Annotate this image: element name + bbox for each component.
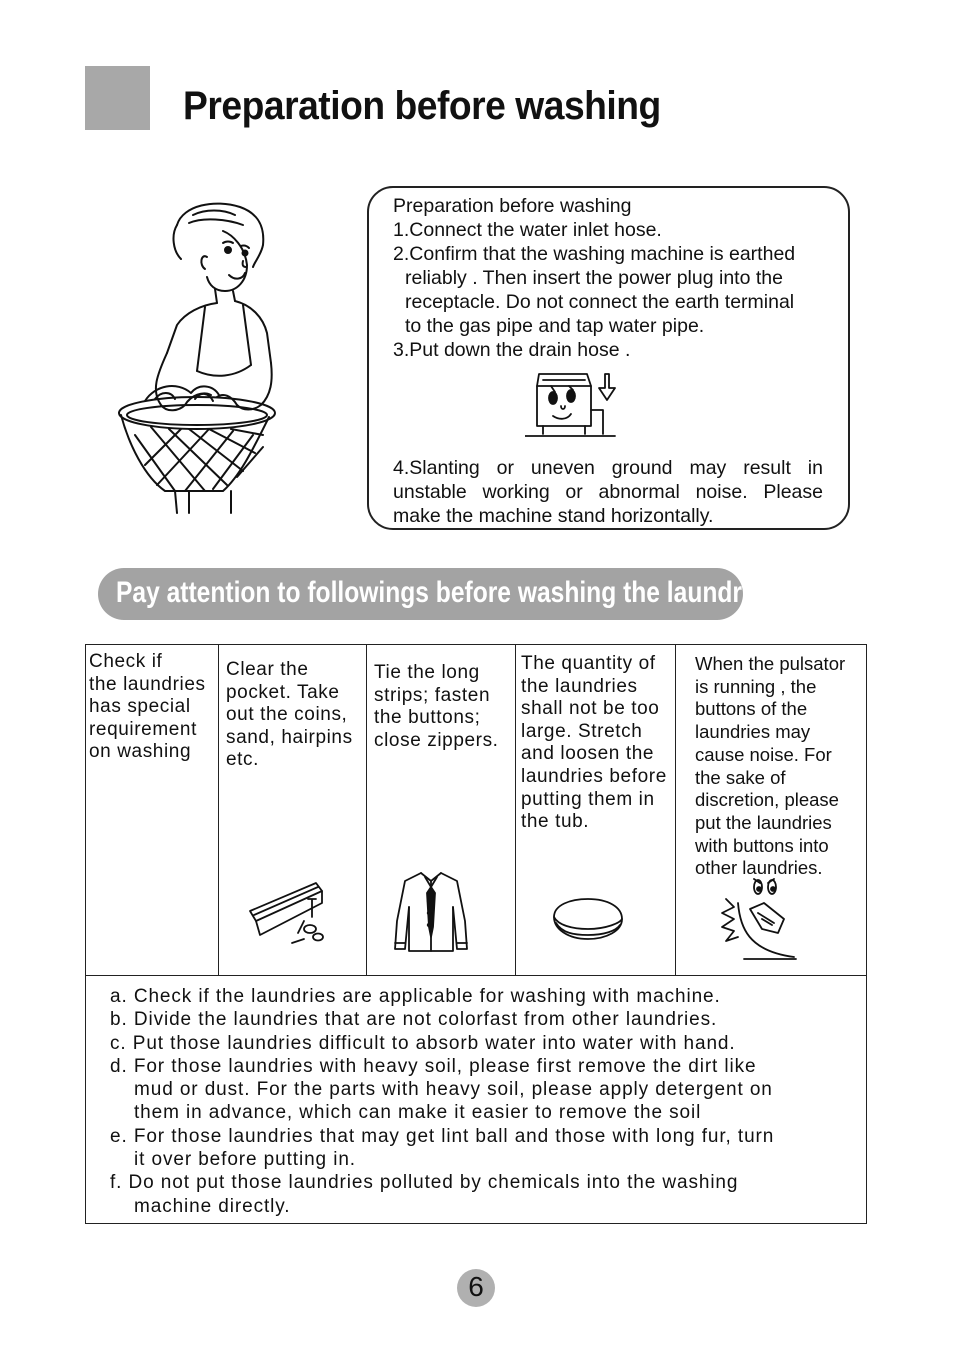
note-f-line-2: machine directly. — [134, 1195, 291, 1217]
cell-line: and loosen the — [521, 743, 655, 765]
step-1: 1.Connect the water inlet hose. — [393, 219, 662, 241]
cell-line: the laundries — [89, 673, 206, 695]
note-f — [110, 1171, 860, 1218]
cell-line: other laundries. — [695, 857, 823, 879]
cell-line: the sake of — [695, 766, 786, 788]
step-3: 3.Put down the drain hose . — [393, 339, 631, 361]
buttoned-shirt-icon — [391, 867, 471, 955]
cell-line: large. Stretch — [521, 720, 643, 742]
row-divider — [86, 975, 866, 976]
cell-line: requirement — [89, 718, 197, 740]
cell-line: sand, hairpins — [226, 726, 353, 748]
step-2-line-2: reliably . Then insert the power plug into the — [405, 267, 783, 289]
cell-line: has special — [89, 696, 191, 718]
cell-line: Tie the long — [374, 662, 480, 683]
woman-with-basket-illustration — [105, 195, 295, 515]
column-divider — [218, 645, 219, 975]
washing-machine-level-icon — [525, 366, 617, 442]
note-e — [110, 1125, 860, 1172]
cell-line: the laundries — [521, 675, 638, 697]
cell-line: put the laundries — [695, 811, 832, 833]
cell-line: Clear the — [226, 659, 309, 680]
cell-line: out the coins, — [226, 704, 348, 726]
laundry-notes-list — [110, 985, 860, 1218]
note-c: c. Put those laundries difficult to absorb water into water with hand. — [110, 1032, 736, 1054]
note-a: a. Check if the laundries are applicable for washing with machine. — [110, 986, 721, 1007]
column-divider — [515, 645, 516, 975]
attention-banner-text: Pay attention to followings before washing the laundries — [116, 576, 777, 609]
step-4: 4.Slanting or uneven ground may result in unstable working or abnormal noise. Please make the machine stand horizontally. — [393, 457, 823, 527]
noisy-pulsator-icon — [714, 873, 798, 965]
cell-line: on washing — [89, 741, 192, 763]
pocket-coins-icon — [246, 877, 340, 951]
cell-line: laundries before — [521, 765, 667, 787]
cell-tie-strips — [374, 662, 499, 752]
folded-laundry-icon — [548, 895, 626, 945]
cell-pulsator-noise — [695, 653, 845, 880]
note-d-line-1: d. For those laundries with heavy soil, please first remove the dirt like — [110, 1055, 757, 1077]
cell-line: The quantity of — [521, 653, 656, 674]
cell-line: the buttons; — [374, 707, 481, 729]
preparation-heading: Preparation before washing — [393, 195, 632, 217]
note-d-line-3: them in advance, which can make it easier to remove the soil — [134, 1102, 702, 1124]
cell-line: close zippers. — [374, 729, 499, 751]
cell-line: is running , the — [695, 675, 817, 697]
page-title: Preparation before washing — [183, 84, 661, 128]
laundry-check-table — [85, 644, 867, 1224]
cell-line: shall not be too — [521, 698, 660, 720]
cell-line: laundries may — [695, 721, 811, 743]
cell-check-requirement — [89, 651, 206, 764]
page-number: 6 — [468, 1271, 484, 1302]
preparation-callout-box — [367, 186, 850, 530]
cell-clear-pocket — [226, 659, 353, 772]
cell-line: etc. — [226, 749, 260, 771]
column-divider — [675, 645, 676, 975]
cell-line: putting them in — [521, 788, 655, 810]
cell-line: Check if — [89, 651, 163, 672]
note-d — [110, 1055, 860, 1125]
title-marker-square — [85, 66, 150, 130]
cell-line: discretion, please — [695, 789, 839, 811]
attention-banner — [98, 568, 777, 620]
cell-line: with buttons into — [695, 834, 829, 856]
step-2-line-3: receptacle. Do not connect the earth terminal — [405, 291, 795, 313]
cell-line: the tub. — [521, 811, 590, 833]
cell-quantity — [521, 653, 667, 834]
cell-line: pocket. Take — [226, 681, 340, 703]
note-e-line-2: it over before putting in. — [134, 1149, 356, 1171]
cell-line: cause noise. For — [695, 743, 832, 765]
note-e-line-1: e. For those laundries that may get lint ball and those with long fur, turn — [110, 1125, 775, 1147]
preparation-steps — [393, 194, 840, 362]
note-b: b. Divide the laundries that are not colorfast from other laundries. — [110, 1009, 718, 1031]
cell-line: When the pulsator — [695, 653, 846, 674]
step-2-line-4: to the gas pipe and tap water pipe. — [405, 315, 705, 337]
cell-line: strips; fasten — [374, 684, 491, 706]
note-d-line-2: mud or dust. For the parts with heavy soil, please apply detergent on — [134, 1079, 773, 1101]
step-2-line-1: 2.Confirm that the washing machine is earthed — [393, 243, 796, 265]
column-divider — [366, 645, 367, 975]
note-f-line-1: f. Do not put those laundries polluted by chemicals into the washing — [110, 1172, 739, 1194]
cell-line: buttons of the — [695, 698, 808, 720]
